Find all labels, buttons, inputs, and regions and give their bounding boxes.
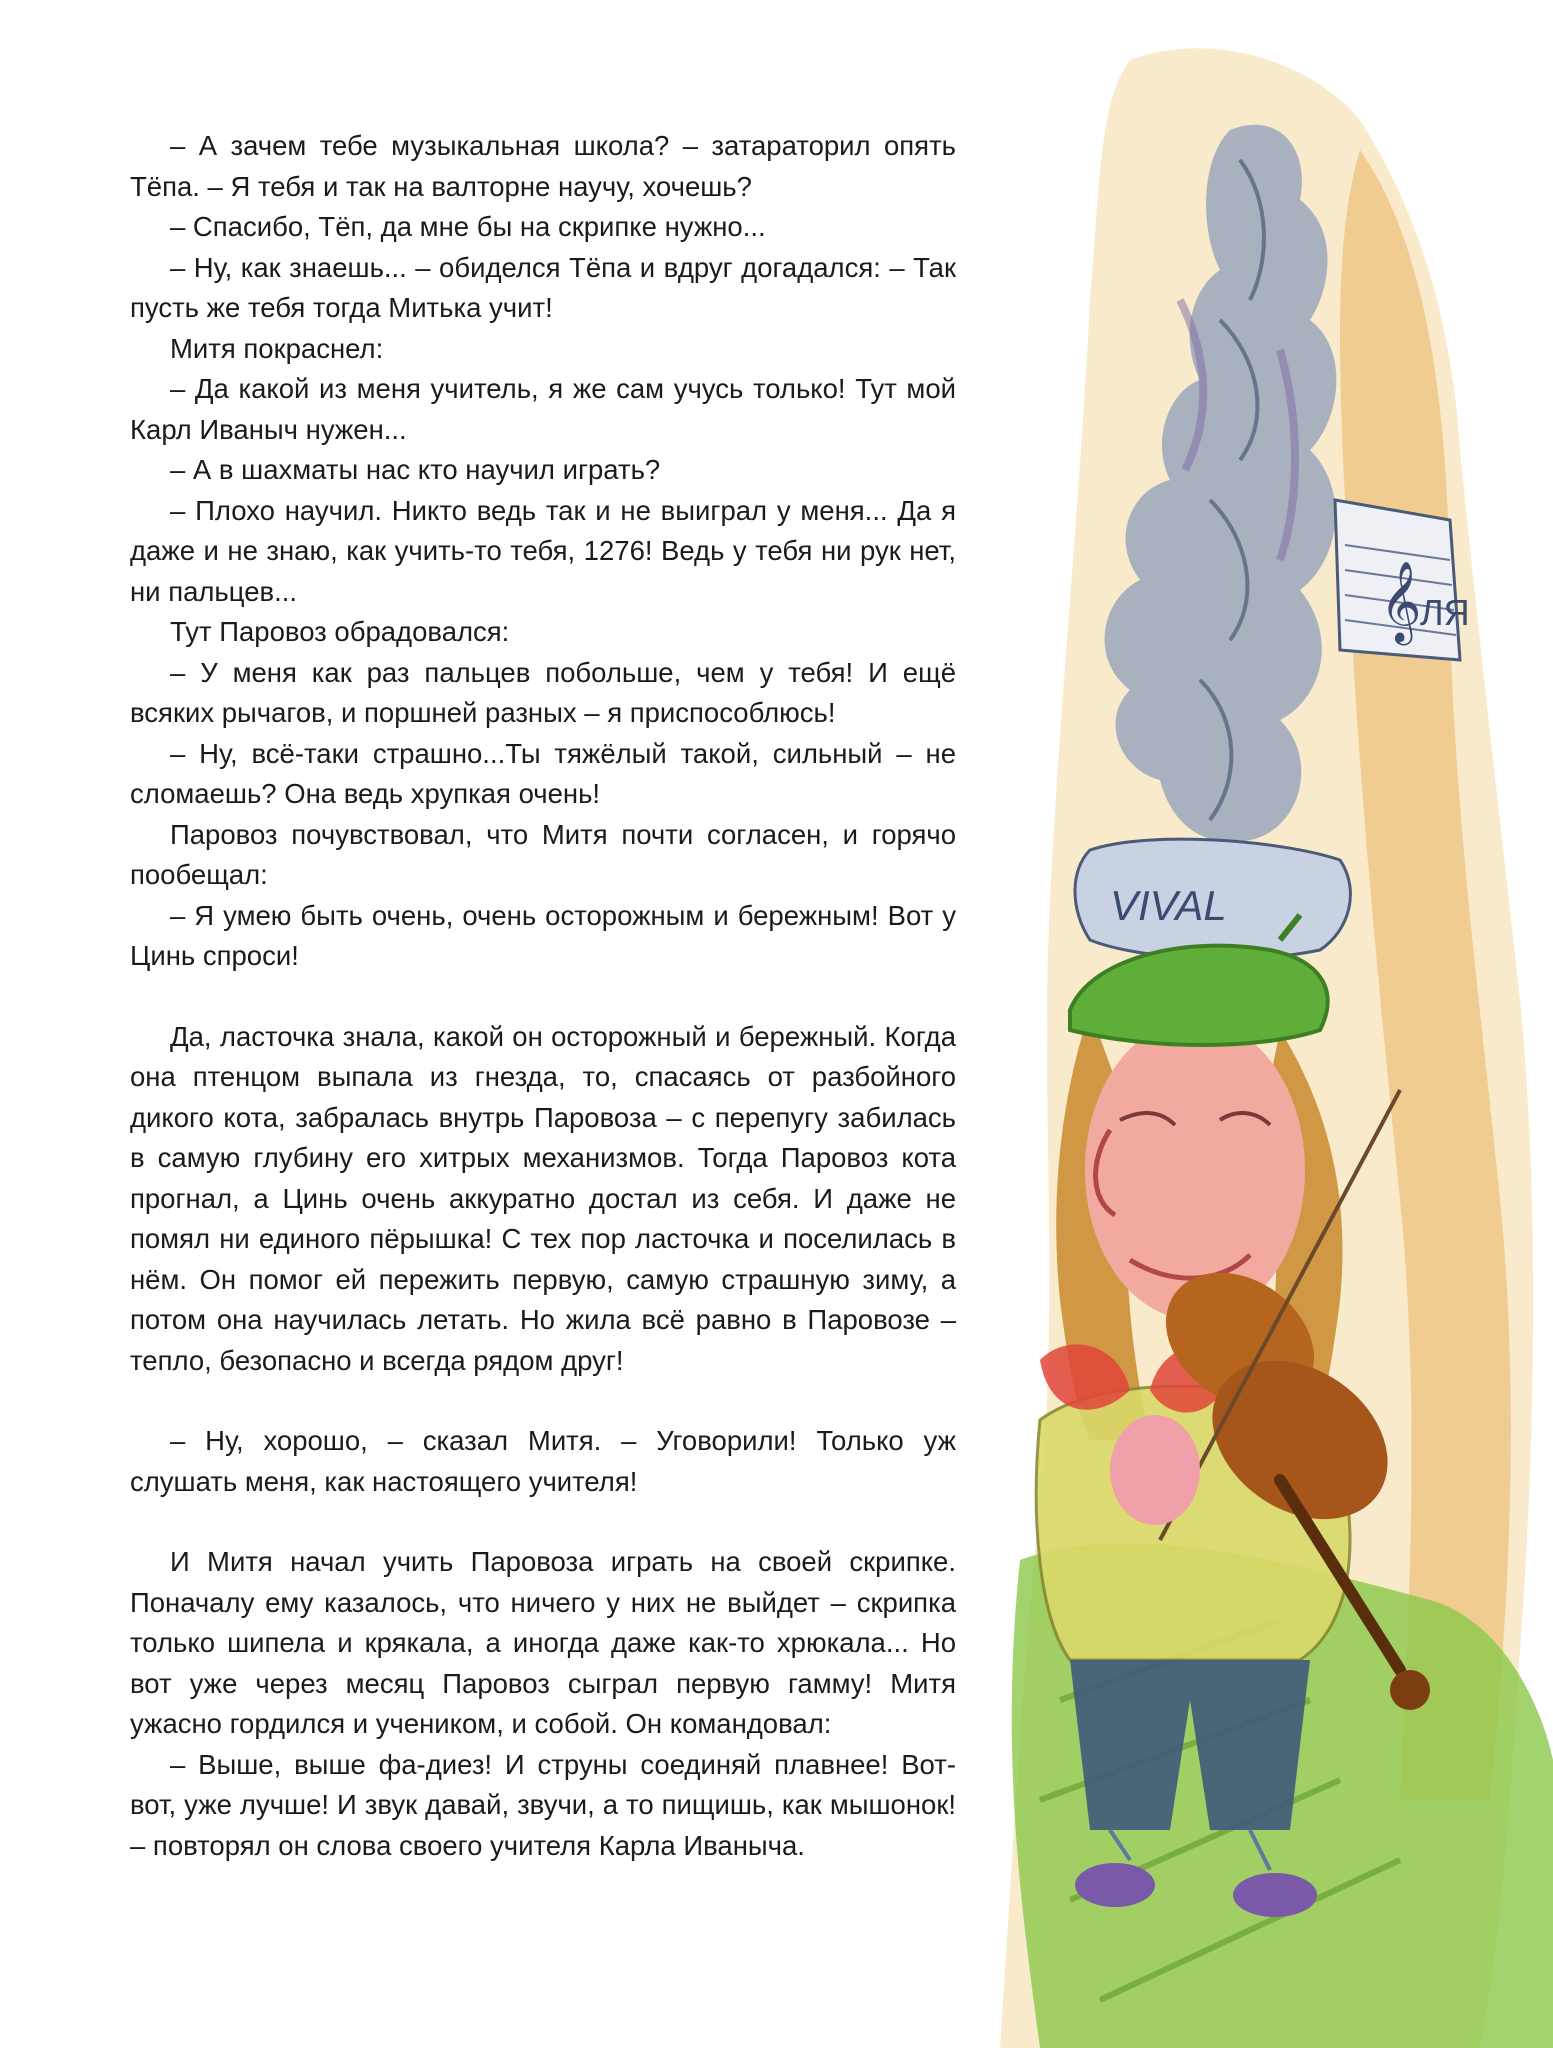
watercolor-illustration — [980, 0, 1553, 2048]
paragraph: – А зачем тебе музыкальная школа? – затараторил опять Тёпа. – Я тебя и так на валторне научу, хочешь? — [130, 130, 956, 202]
story-text — [130, 126, 956, 1866]
scroll-text: VIVAL — [1110, 882, 1227, 929]
paragraph: Да, ласточка знала, какой он осторожный и бережный. Когда она птенцом выпала из гнезда, то, спасаясь от разбойного дикого кота, забралась внутрь Паровоза – с перепугу забилась в самую глубину его хитрых механизмов. Тогда Паровоз кота прогнал, а Цинь очень аккуратно достал из себя. И даже не помял ни единого пёрышка! С тех пор ласточка и поселилась в нём. Он помог ей пережить первую, самую страшную зиму, а потом она научилась летать. Но жила всё равно в Паровозе – тепло, безопасно и всегда рядом друг! — [130, 1020, 956, 1376]
paragraph: – Ну, как знаешь... – обиделся Тёпа и вдруг догадался: – Так пусть же тебя тогда Митька учит! — [130, 251, 956, 323]
paragraph: – А в шахматы нас кто научил играть? — [170, 454, 661, 485]
paragraph: Тут Паровоз обрадовался: — [170, 616, 510, 647]
shoe-right — [1233, 1873, 1317, 1917]
face — [1085, 1020, 1305, 1320]
paragraph: Паровоз почувствовал, что Митя почти согласен, и горячо пообещал: — [130, 818, 956, 890]
paragraph: – Ну, хорошо, – сказал Митя. – Уговорили! Только уж слушать меня, как настоящего учителя! — [130, 1425, 956, 1497]
sheet-music-text: ЛЯ — [1420, 592, 1470, 633]
paragraph: – Да какой из меня учитель, я же сам учусь только! Тут мой Карл Иваныч нужен... — [130, 373, 956, 445]
shoe-left — [1075, 1863, 1155, 1907]
paragraph: – Выше, выше фа-диез! И струны соединяй плавнее! Вот-вот, уже лучше! И звук давай, звучи, а то пищишь, как мышонок! – повторял он слова своего учителя Карла Иваныча. — [130, 1748, 956, 1861]
illustration-girl-with-violin — [980, 0, 1553, 2048]
paragraph: Митя покраснел: — [170, 332, 384, 364]
hand — [1110, 1415, 1200, 1525]
paragraph: – Плохо научил. Никто ведь так и не выиграл у меня... Да я даже и не знаю, как учить-то тебя, 1276! Ведь у тебя ни рук нет, ни пальцев... — [130, 494, 956, 607]
paragraph: – Я умею быть очень, очень осторожным и бережным! Вот у Цинь спроси! — [130, 899, 956, 971]
violin-scroll — [1390, 1670, 1430, 1710]
paragraph: – Спасибо, Тёп, да мне бы на скрипке нужно... — [170, 211, 766, 242]
paragraph: – Ну, всё-таки страшно...Ты тяжёлый такой, сильный – не сломаешь? Она ведь хрупкая очень! — [130, 737, 956, 809]
paragraph: И Митя начал учить Паровоза играть на своей скрипке. Поначалу ему казалось, что ничего у них не выйдет – скрипка только шипела и крякала, а иногда даже как-то хрюкала... Но вот уже через месяц Паровоз сыграл первую гамму! Митя ужасно гордился и учеником, и собой. Он командовал: — [130, 1546, 956, 1739]
paragraph: – У меня как раз пальцев побольше, чем у тебя! И ещё всяких рычагов, и поршней разных – я приспособлюсь! — [130, 656, 956, 728]
treble-clef-icon: 𝄞 — [1380, 564, 1422, 641]
